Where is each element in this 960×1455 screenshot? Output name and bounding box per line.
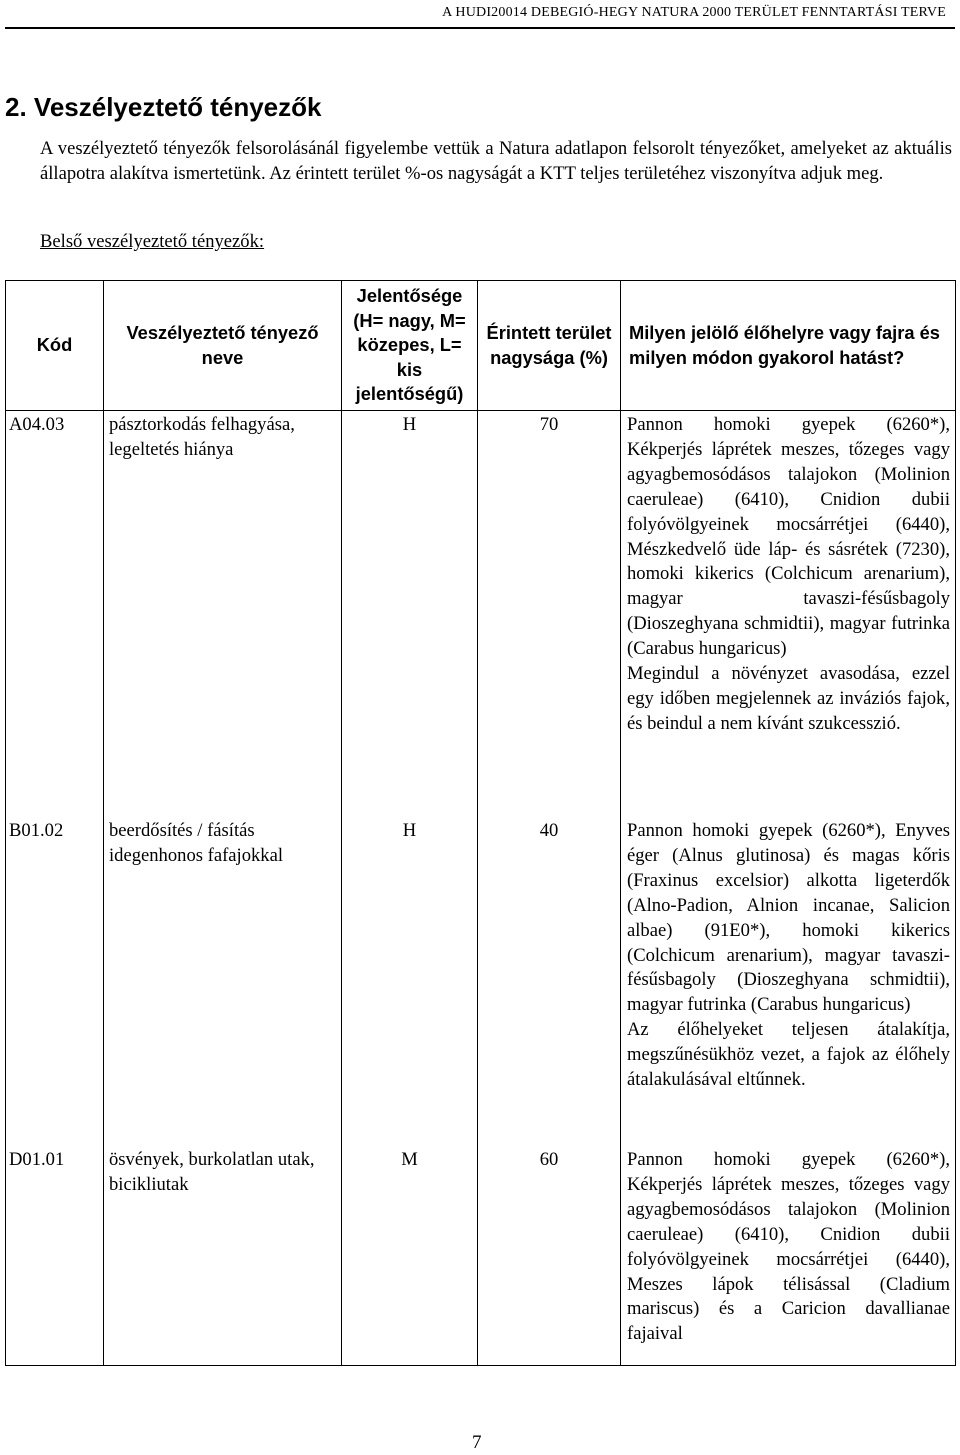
impact-targets: Pannon homoki gyepek (6260*), Kékperjés láprétek meszes, tőzeges vagy agyagbemosódásos talajokon (Molinion caeruleae) (6410), Cnidion dubii folyóvölgyeinek mocsárrétjei (6440), Meszes lápok télisással (Cladium mariscus) és a Caricion davallianae fajaival — [627, 1149, 950, 1345]
header-significance: Jelentősége (H= nagy, M= közepes, L= kis jelentőségű) — [342, 281, 478, 411]
threat-impact — [621, 411, 956, 818]
internal-threats-subheading: Belső veszélyeztető tényezők: — [40, 231, 265, 252]
threats-table — [5, 280, 956, 1366]
section-title: 2. Veszélyeztető tényezők — [5, 92, 322, 122]
impact-targets: Pannon homoki gyepek (6260*), Kékperjés láprétek meszes, tőzeges vagy agyagbemosódásos talajokon (Molinion caeruleae) (6410), Cnidion dubii folyóvölgyeinek mocsárrétjei (6440), Mészkedvelő üde láp- és sásrétek (7230), homoki kikerics (Colchicum arenarium), magyar tavaszi-fésűsbagoly (Dioszeghyana schmidtii), magyar futrinka (Carabus hungaricus) — [627, 414, 950, 660]
threat-significance: M — [342, 1146, 478, 1366]
table-row — [6, 1146, 956, 1366]
threat-name: pásztorkodás felhagyása, legeltetés hiánya — [104, 411, 342, 818]
threat-area-percent: 40 — [478, 817, 621, 1146]
table-row — [6, 817, 956, 1146]
threat-impact — [621, 817, 956, 1146]
threat-name: ösvények, burkolatlan utak, bicikliutak — [104, 1146, 342, 1366]
intro-paragraph: A veszélyeztető tényezők felsorolásánál figyelembe vettük a Natura adatlapon felsorolt tényezőket, amelyeket az aktuális állapotra alakítva ismertetünk. Az érintett terület %-os nagyságát a KTT teljes területéhez viszonyítva adjuk meg. — [40, 138, 952, 184]
threat-area-percent: 60 — [478, 1146, 621, 1366]
header-rule — [5, 27, 955, 29]
header-impact: Milyen jelölő élőhelyre vagy fajra és milyen módon gyakorol hatást? — [621, 281, 956, 411]
header-code: Kód — [6, 281, 104, 411]
header-affected-area: Érintett terület nagysága (%) — [478, 281, 621, 411]
threat-significance: H — [342, 817, 478, 1146]
threat-significance: H — [342, 411, 478, 818]
threat-code: B01.02 — [6, 817, 104, 1146]
table-row — [6, 411, 956, 818]
page-number: 7 — [472, 1432, 482, 1453]
impact-effect: Az élőhelyeket teljesen átalakítja, megszűnésükhöz vezet, a fajok az élőhely átalakulásával eltűnnek. — [627, 1019, 950, 1091]
threat-code: A04.03 — [6, 411, 104, 818]
threat-name: beerdősítés / fásítás idegenhonos fafajokkal — [104, 817, 342, 1146]
impact-effect: Megindul a növényzet avasodása, ezzel egy időben megjelennek az inváziós fajok, és beindul a nem kívánt szukcesszió. — [627, 663, 950, 734]
threat-impact — [621, 1146, 956, 1366]
header-threat-name: Veszélyeztető tényező neve — [104, 281, 342, 411]
table-header-row — [6, 281, 956, 411]
threat-area-percent: 70 — [478, 411, 621, 818]
threat-code: D01.01 — [6, 1146, 104, 1366]
impact-targets: Pannon homoki gyepek (6260*), Enyves éger (Alnus glutinosa) és magas kőris (Fraxinus excelsior) alkotta ligeterdők (Alno-Padion, Alnion incanae, Salicion albae) (91E0*), homoki kikerics (Colchicum arenarium), magyar tavaszi-fésűsbagoly (Dioszeghyana schmidtii), magyar futrinka (Carabus hungaricus) — [627, 820, 950, 1016]
running-header: A HUDI20014 DEBEGIÓ-HEGY NATURA 2000 TERÜLET FENNTARTÁSI TERVE — [442, 5, 946, 20]
